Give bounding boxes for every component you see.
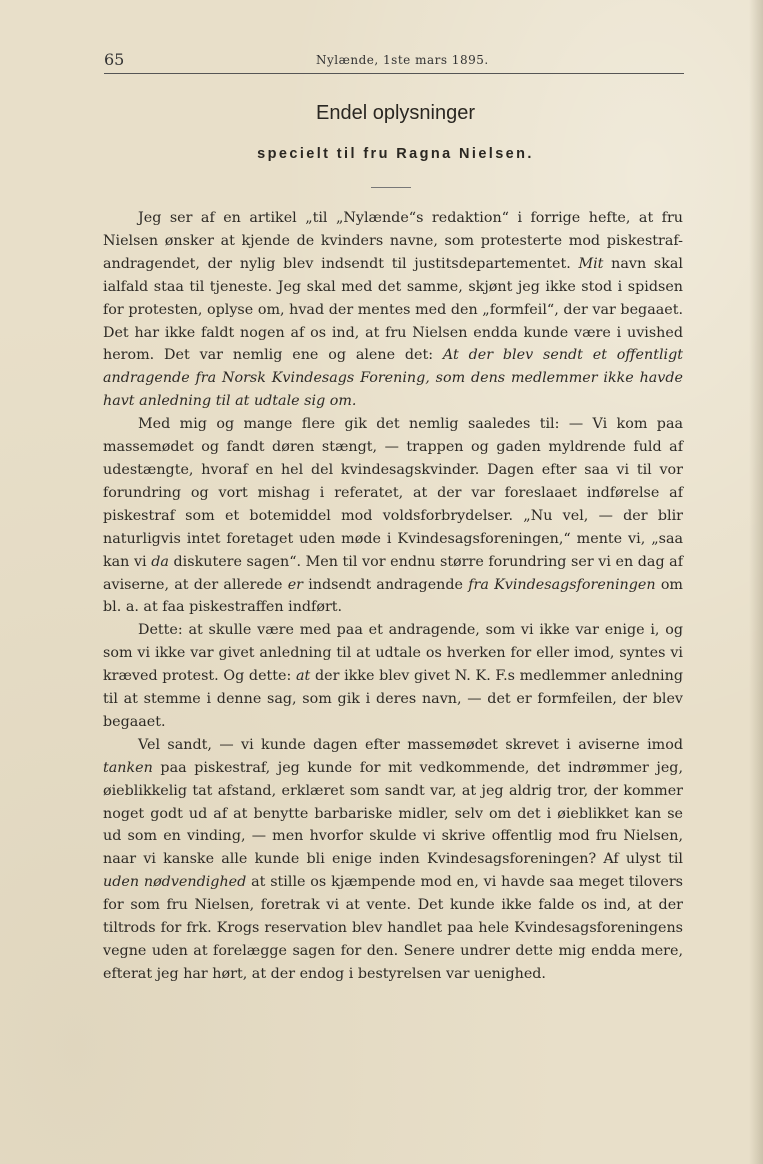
article-paragraph [103, 734, 683, 986]
emphasized-text: da [151, 553, 169, 570]
emphasized-text: tanken [103, 759, 153, 776]
article-subtitle: specielt til fru Ragna Nielsen. [257, 146, 534, 162]
running-head: Nylænde, 1ste mars 1895. [316, 53, 489, 67]
article-title: Endel oplysninger [316, 102, 475, 124]
paragraph-text: der ikke blev givet N. K. F.s medlemmer anledning til at stemme i denne sag, som gik i deres navn, — det er formfeilen, der blev begaaet. [103, 668, 683, 730]
page-number: 65 [104, 50, 125, 69]
paragraph-text: Vel sandt, — vi kunde dagen efter massemødet skrevet i aviserne imod [138, 736, 683, 753]
paragraph-text: paa piskestraf, jeg kunde for mit vedkommende, det indrømmer jeg, øieblikkelig tat afstand, erklæret som sandt var, at jeg aldrig tror, der kommer noget godt ud af at benytte barbariske midler, selv om det i øieblikket kan se ud som en vinding, — men hvorfor skulde vi skrive offentlig mod fru Nielsen, naar vi kanske alle kunde bli enige inden Kvindesagsforeningen? Af ulyst til [103, 759, 683, 868]
title-divider [371, 187, 411, 188]
article-paragraph [103, 619, 683, 734]
paragraph-text: navn skal ialfald staa til tjeneste. Jeg skal med det samme, skjønt jeg ikke stod i spidsen for protesten, oplyse om, hvad der mentes med den „formfeil“, der var begaaet. Det har ikke faldt nogen af os ind, at fru Nielsen endda kunde være i uvished herom. Det var nemlig ene og alene det: [103, 255, 683, 364]
emphasized-text: at [296, 668, 311, 685]
emphasized-text: Mit [578, 255, 604, 272]
paragraph-text: diskutere sagen“. Men til vor endnu større forundring ser vi en dag af aviserne, at der allerede [103, 553, 683, 593]
header-divider [104, 73, 684, 74]
paragraph-text: om bl. a. at faa piskestraffen indført. [103, 576, 683, 616]
paragraph-text: indsendt andragende [303, 576, 469, 593]
article-paragraph [103, 413, 683, 619]
paragraph-text: Med mig og mange flere gik det nemlig saaledes til: — Vi kom paa massemødet og fandt døren stængt, — trappen og gaden myldrende fuld af udestængte, hvoraf en hel del kvindesagskvinder. Dagen efter saa vi til vor forundring og vort mishag i referatet, at der var foreslaaet indførelse af piskestraf som et botemiddel mod voldsforbrydelser. „Nu vel, — der blir naturligvis intet foretaget uden møde i Kvindesagsforeningen,“ mente vi, „saa kan vi [103, 416, 683, 570]
emphasized-text: At der blev sendt et offentligt andragende fra Norsk Kvindesags Forening, som dens medlemmer ikke havde havt anledning til at udtale sig om. [103, 347, 683, 410]
paragraph-text: at stille os kjæmpende mod en, vi havde saa meget tilovers for som fru Nielsen, foretrak vi at vente. Det kunde ikke falde os ind, at der tiltrods for frk. Krogs reservation blev handlet paa hele Kvindesagsforeningens vegne uden at forelægge sagen for den. Senere undrer dette mig endda mere, efterat jeg har hørt, at der endog i bestyrelsen var uenighed. [103, 874, 684, 982]
article-paragraph [103, 207, 683, 413]
emphasized-text: uden nødvendighed [103, 874, 247, 891]
article-body [103, 207, 683, 986]
emphasized-text: er [287, 576, 303, 593]
paragraph-text: Jeg ser af en artikel „til „Nylænde“s redaktion“ i forrige hefte, at fru Nielsen ønsker at kjende de kvinders navne, som protesterte mod piskestraf-andragendet, der nylig blev indsendt til justitsdepartementet. [103, 210, 683, 272]
page-header [104, 50, 686, 72]
page-edge-shadow [749, 0, 763, 1164]
paragraph-text: Dette: at skulle være med paa et andragende, som vi ikke var enige i, og som vi ikke var givet anledning til at udtale os hverken for eller imod, syntes vi kræved protest. Og dette: [103, 622, 683, 685]
emphasized-text: fra Kvindesagsforeningen [468, 576, 656, 593]
